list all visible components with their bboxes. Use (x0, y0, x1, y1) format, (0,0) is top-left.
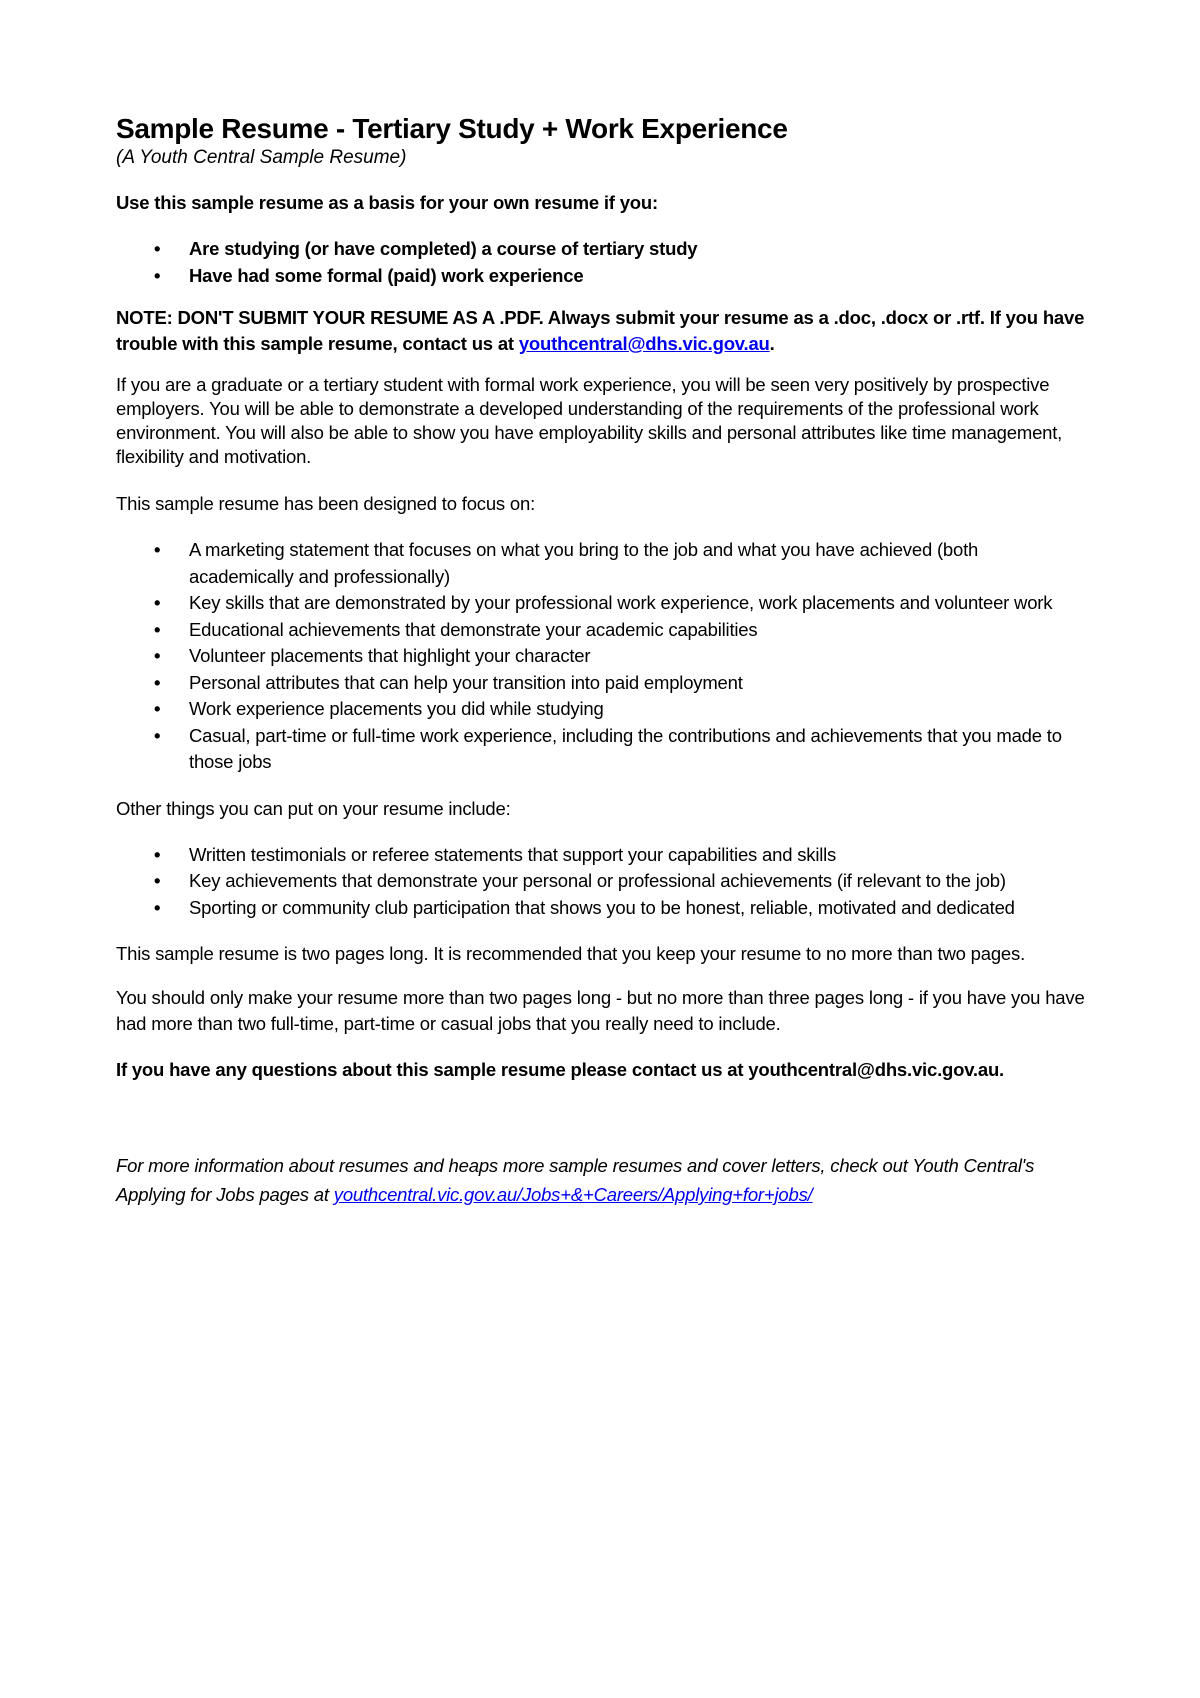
bullet-glyph: • (154, 539, 161, 560)
list-item: • Educational achievements that demonstrate your academic capabilities (116, 617, 1086, 644)
page-subtitle: (A Youth Central Sample Resume) (116, 147, 407, 168)
graduate-paragraph: If you are a graduate or a tertiary student with formal work experience, you will be seen very positively by prospective employers. You will be able to demonstrate a developed understanding of the requirements of the professional work environment. You will also be able to show you have employability skills and personal attributes like time management, flexibility and motivation. (116, 374, 1063, 467)
focus-bullet-list (116, 537, 1086, 776)
bullet-glyph: • (154, 592, 161, 613)
applying-for-jobs-link[interactable]: youthcentral.vic.gov.au/Jobs+&+Careers/Applying+for+jobs/ (333, 1184, 813, 1205)
bullet-glyph: • (154, 671, 161, 693)
bullet-glyph: • (154, 645, 161, 666)
bullet-glyph: • (154, 896, 161, 918)
bullet-glyph: • (154, 618, 161, 640)
list-item: • A marketing statement that focuses on what you bring to the job and what you have achieved (both academically and professionally) (154, 539, 979, 587)
list-item: • Key achievements that demonstrate your personal or professional achievements (if relevant to the job) (116, 868, 1086, 895)
list-item: • Work experience placements you did while studying (116, 696, 1086, 723)
bullet-glyph: • (154, 264, 161, 286)
page-title: Sample Resume - Tertiary Study + Work Experience (116, 113, 788, 144)
email-link[interactable]: youthcentral@dhs.vic.gov.au (518, 333, 770, 354)
use-bullet-list (116, 236, 1086, 289)
questions-paragraph: If you have any questions about this sample resume please contact us at youthcentral@dhs.vic.gov.au. (116, 1059, 1004, 1080)
bullet-glyph: • (154, 870, 161, 891)
list-item: • Key skills that are demonstrated by your professional work experience, work placements and volunteer work (116, 590, 1086, 617)
other-bullet-list (116, 842, 1086, 922)
resume-document (116, 112, 1086, 1209)
list-item: • Have had some formal (paid) work experience (116, 263, 1086, 290)
list-item: • Written testimonials or referee statements that support your capabilities and skills (116, 842, 1086, 869)
bullet-glyph: • (154, 698, 161, 719)
bullet-glyph: • (154, 843, 161, 865)
list-item: • Volunteer placements that highlight your character (116, 643, 1086, 670)
list-item: • Sporting or community club participation that shows you to be honest, reliable, motivated and dedicated (116, 895, 1086, 922)
use-intro: Use this sample resume as a basis for your own resume if you: (116, 192, 658, 213)
note-paragraph: NOTE: DON'T SUBMIT YOUR RESUME AS A .PDF. Always submit your resume as a .doc, .docx or .rtf. If you have trouble with this sample resume, contact us at youthcentral@dhs.vic.gov.au. (116, 307, 1085, 354)
length-paragraph: This sample resume is two pages long. It is recommended that you keep your resume to no more than two pages. (116, 943, 1026, 964)
bullet-glyph: • (154, 724, 161, 746)
focus-intro: This sample resume has been designed to focus on: (116, 493, 536, 514)
list-item: • Casual, part-time or full-time work experience, including the contributions and achievements that you made to those jobs (154, 724, 1062, 772)
more-info-paragraph: For more information about resumes and heaps more sample resumes and cover letters, check out Youth Central's Applying for Jobs pages at youthcentral.vic.gov.au/Jobs+&+Careers/Applying+for+jobs/ (116, 1155, 1035, 1205)
bullet-glyph: • (154, 238, 161, 259)
list-item: • Personal attributes that can help your transition into paid employment (116, 670, 1086, 697)
list-item: • Are studying (or have completed) a course of tertiary study (116, 236, 1086, 263)
length-paragraph-2: You should only make your resume more than two pages long - but no more than three pages long - if you have you have had more than two full-time, part-time or casual jobs that you really need to include. (116, 987, 1085, 1034)
other-intro: Other things you can put on your resume include: (116, 797, 511, 819)
